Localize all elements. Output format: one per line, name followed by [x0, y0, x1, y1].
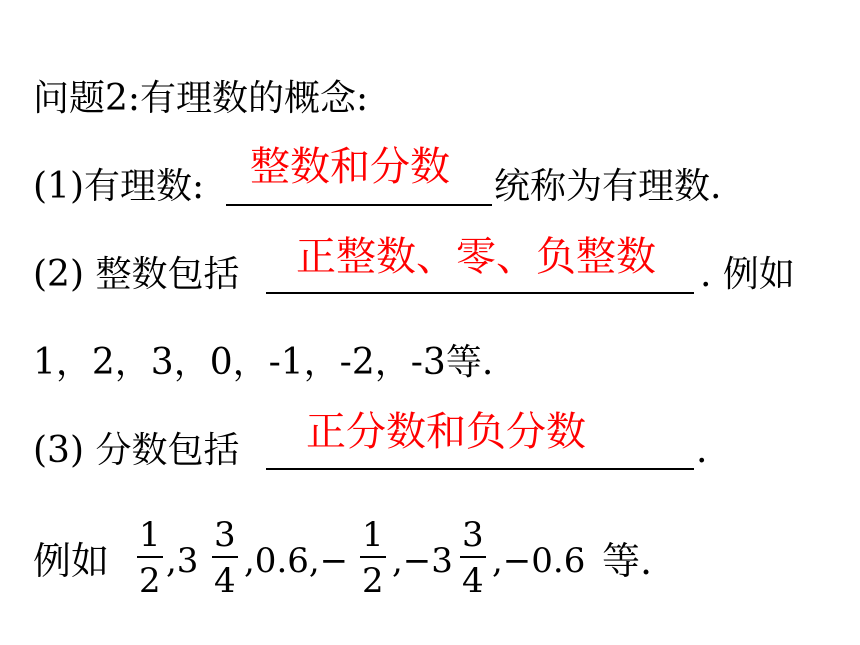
- fraction-three-quarters: [212, 515, 238, 601]
- fraction-bar: [460, 556, 486, 558]
- item2-blank: [266, 292, 694, 294]
- example-sep2: ,0.6,−: [244, 541, 349, 581]
- fraction-numerator: 3: [214, 515, 236, 555]
- item1-blank: [226, 204, 492, 206]
- example-tail: ,−0.6: [492, 541, 586, 581]
- item3-blank: [266, 468, 694, 470]
- item1-prefix: (1)有理数:: [33, 166, 205, 207]
- example-sep3: ,−3: [392, 541, 453, 581]
- item2-prefix: (2) 整数包括: [33, 254, 240, 295]
- fraction-three-quarters: [460, 515, 486, 601]
- fraction-denominator: 2: [362, 561, 384, 601]
- fraction-denominator: 4: [462, 561, 484, 601]
- item3-suffix: .: [696, 430, 708, 471]
- item2-answer: 正整数、零、负整数: [296, 234, 656, 280]
- item2-suffix: . 例如: [700, 254, 795, 295]
- item1-suffix: 统称为有理数.: [494, 166, 722, 207]
- fraction-denominator: 2: [139, 561, 161, 601]
- item3-answer: 正分数和负分数: [306, 409, 586, 455]
- fraction-bar: [360, 556, 386, 558]
- fraction-numerator: 1: [139, 515, 161, 555]
- example-end: 等.: [602, 539, 653, 583]
- fraction-denominator: 4: [214, 561, 236, 601]
- example-sep1: ,3: [166, 541, 199, 581]
- fraction-bar: [137, 556, 163, 558]
- item3-prefix: (3) 分数包括: [33, 430, 240, 471]
- question-title: 问题2:有理数的概念:: [33, 78, 369, 119]
- fraction-bar: [212, 556, 238, 558]
- fraction-numerator: 1: [362, 515, 384, 555]
- fraction-one-half: [137, 515, 163, 601]
- item1-answer: 整数和分数: [250, 144, 450, 190]
- example-lead: 例如: [33, 539, 110, 583]
- item2-examples: 1，2，3，0，-1，-2，-3等.: [33, 342, 494, 383]
- fraction-numerator: 3: [462, 515, 484, 555]
- fraction-one-half: [360, 515, 386, 601]
